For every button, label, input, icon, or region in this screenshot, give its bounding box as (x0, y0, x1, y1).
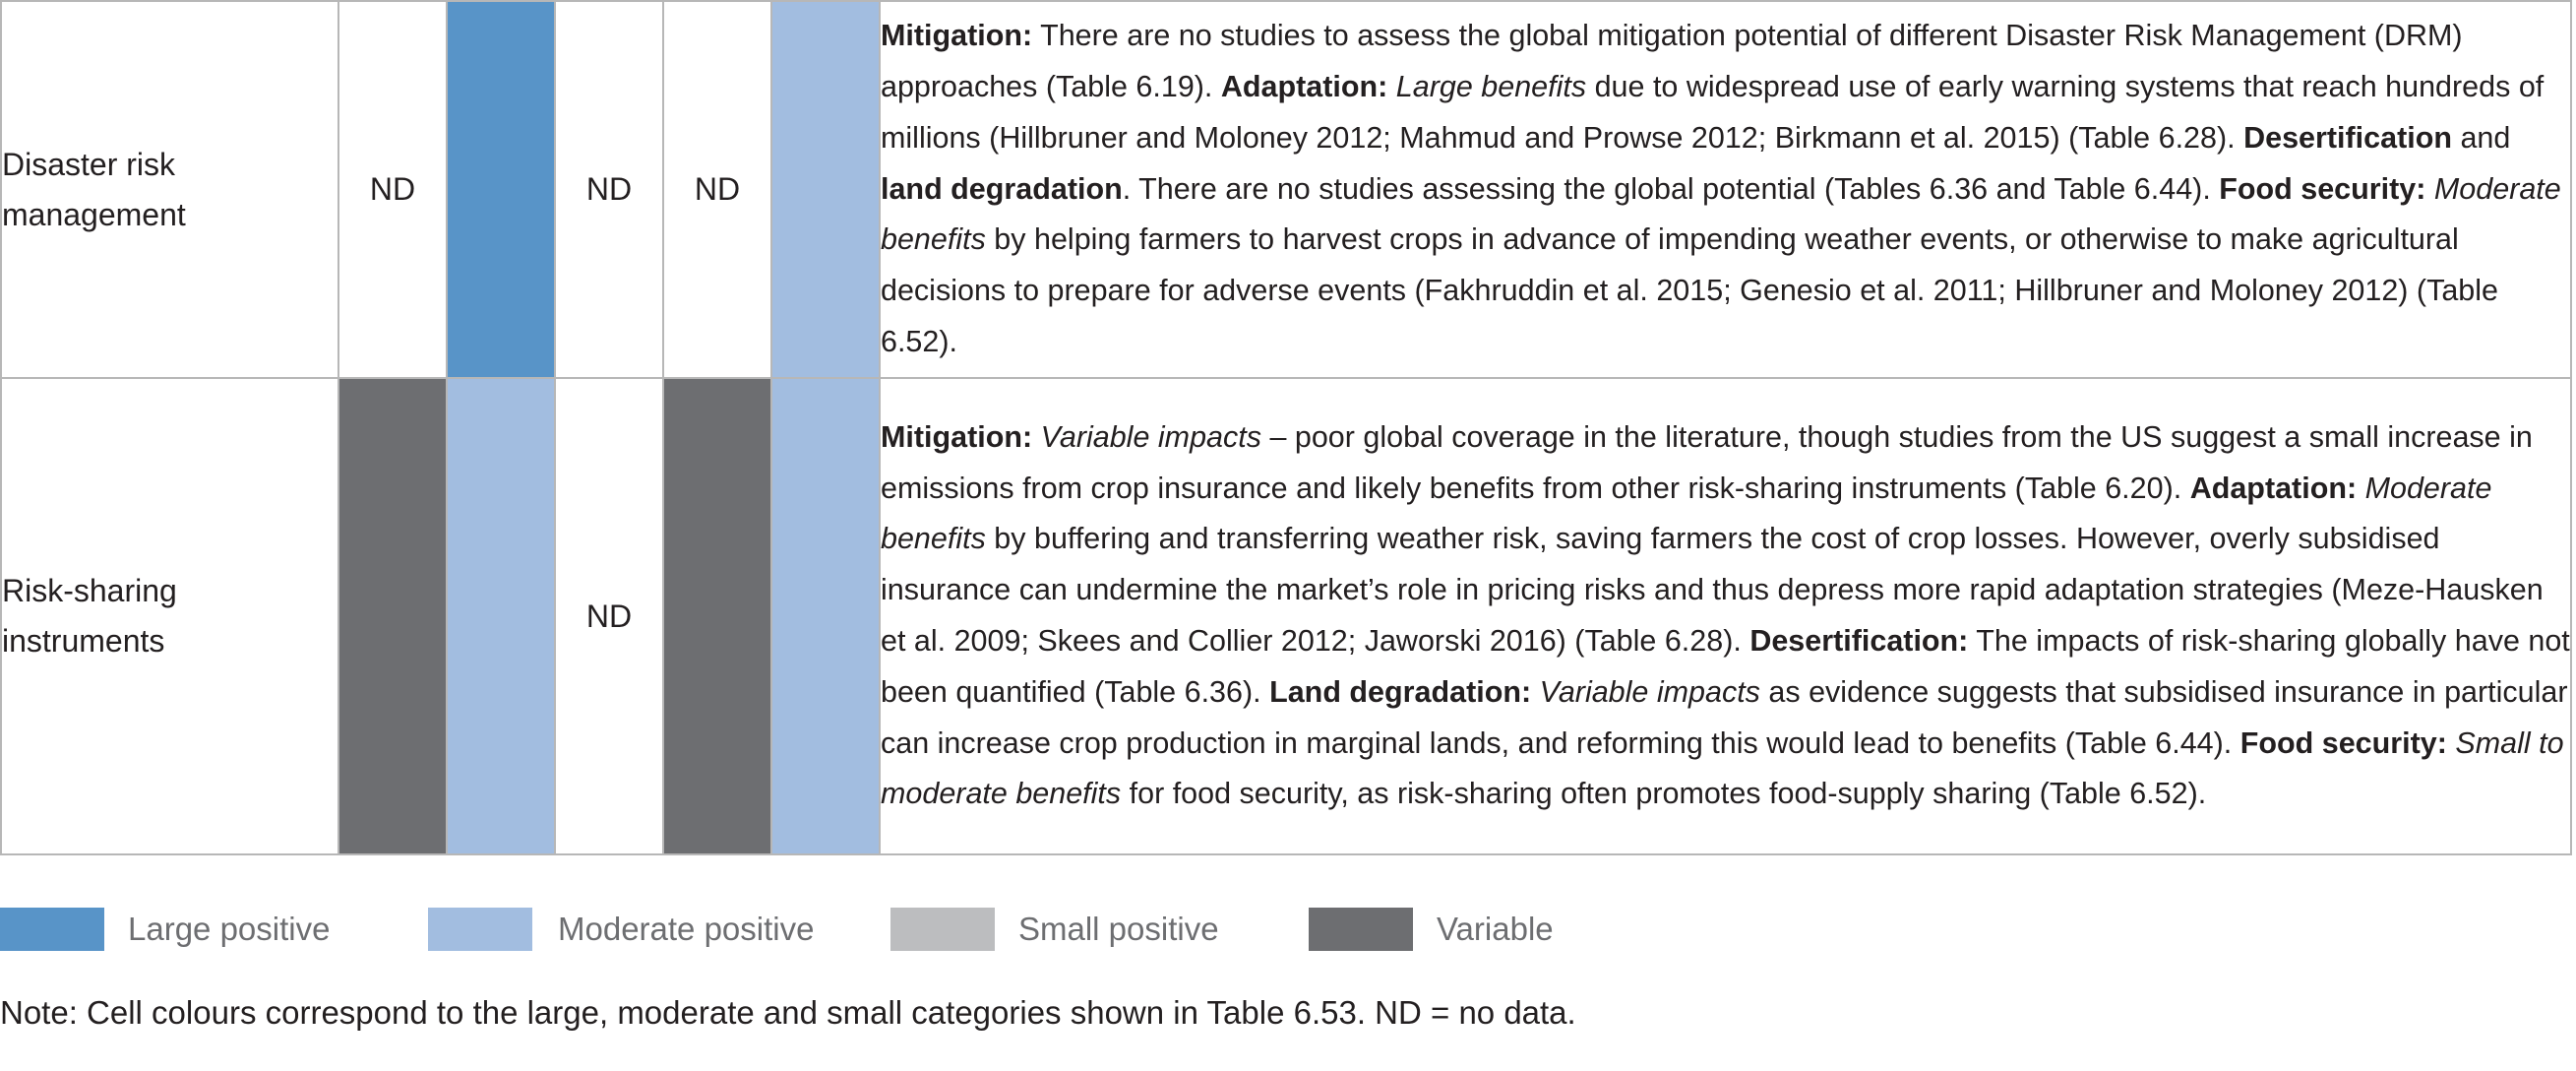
legend-label: Variable (1437, 911, 1554, 947)
land-degradation-cell (663, 378, 771, 854)
food-security-heading: Food security: (2219, 171, 2426, 206)
food-security-rating: Moderate benefits (881, 171, 2561, 257)
legend-label: Moderate positive (558, 911, 815, 947)
desertification-heading: Desertification: (1749, 624, 1969, 658)
row-label-line: management (2, 196, 186, 232)
adaptation-text: by buffering and transferring weather risk, saving farmers the cost of crop losses. However, overly subsidised insurance can undermine the market’s role in pricing risks and thus depress more rapid adaptation strategies (Meze-Hausken et al. 2009; Skees and Collier 2012; Jaworski 2016) (Table 6.28). (881, 522, 2544, 658)
adaptation-rating: Moderate benefits (881, 471, 2492, 556)
mitigation-text: – poor global coverage in the literature, though studies from the US suggest a small increase in emissions from crop insurance and likely benefits from other risk-sharing instruments (Table 6.20). (881, 419, 2533, 505)
mitigation-cell: ND (338, 1, 447, 378)
food-security-text: by helping farmers to harvest crops in advance of impending weather events, or otherwise to make agricultural decisions to prepare for adverse events (Fakhruddin et al. 2015; Genesio et al. 2011; Hillbruner and Moloney 2012) (Table 6.52). (881, 222, 2499, 358)
description-cell (880, 1, 2571, 378)
row-label-line: instruments (2, 623, 165, 659)
adaptation-cell (447, 378, 555, 854)
legend-swatch (890, 908, 995, 951)
mitigation-heading: Mitigation: (881, 419, 1033, 454)
table-row-disaster-risk-management (1, 1, 2571, 378)
food-security-cell (771, 378, 880, 854)
food-security-heading: Food security: (2239, 725, 2447, 760)
legend-swatch (428, 908, 532, 951)
row-label-line: Risk-sharing (2, 573, 177, 608)
description-cell (880, 378, 2571, 854)
adaptation-heading: Adaptation: (2189, 471, 2358, 505)
table-note: Note: Cell colours correspond to the large, moderate and small categories shown in Table 6.53. ND = no data. (0, 994, 1576, 1031)
mitigation-heading: Mitigation: (881, 19, 1033, 53)
adaptation-rating: Large benefits (1395, 70, 1587, 103)
adaptation-heading: Adaptation: (1220, 70, 1388, 103)
legend-label: Small positive (1018, 911, 1219, 947)
mitigation-rating: Variable impacts (1040, 419, 1261, 454)
land-degradation-heading: Land degradation: (1269, 674, 1532, 709)
row-label (1, 1, 338, 378)
row-label (1, 378, 338, 854)
desertification-cell: ND (555, 378, 663, 854)
desertification-heading: Desertification (2243, 120, 2452, 155)
table-row-risk-sharing-instruments (1, 378, 2571, 854)
row-label-line: Disaster risk (2, 146, 176, 182)
desertification-cell: ND (555, 1, 663, 378)
land-degradation-heading: land degradation (881, 171, 1123, 206)
land-degradation-cell: ND (663, 1, 771, 378)
food-security-text: for food security, as risk-sharing often promotes food-supply sharing (Table 6.52). (1121, 777, 2207, 811)
land-degradation-rating: Variable impacts (1539, 674, 1760, 709)
connector-text: and (2451, 120, 2511, 155)
mitigation-cell (338, 378, 447, 854)
legend-swatch (1309, 908, 1413, 951)
legend-label: Large positive (128, 911, 331, 947)
food-security-cell (771, 1, 880, 378)
mitigation-text: There are no studies to assess the global mitigation potential of different Disaster Risk Management (DRM) approaches (Table 6.19). (881, 19, 2463, 103)
legend (0, 908, 2576, 953)
adaptation-text: due to widespread use of early warning systems that reach hundreds of millions (Hillbruner and Moloney 2012; Mahmud and Prowse 2012; Birkmann et al. 2015) (Table 6.28). (881, 70, 2545, 155)
food-security-rating: Small to moderate benefits (881, 725, 2564, 811)
adaptation-cell (447, 1, 555, 378)
land-degradation-text: . There are no studies assessing the global potential (Tables 6.36 and Table 6.44). (1122, 171, 2220, 206)
desertification-text: The impacts of risk-sharing globally have not been quantified (Table 6.36). (881, 624, 2570, 709)
legend-swatch (0, 908, 104, 951)
land-degradation-text: as evidence suggests that subsidised insurance in particular can increase crop production in marginal lands, and reforming this would lead to benefits (Table 6.44). (881, 674, 2568, 760)
